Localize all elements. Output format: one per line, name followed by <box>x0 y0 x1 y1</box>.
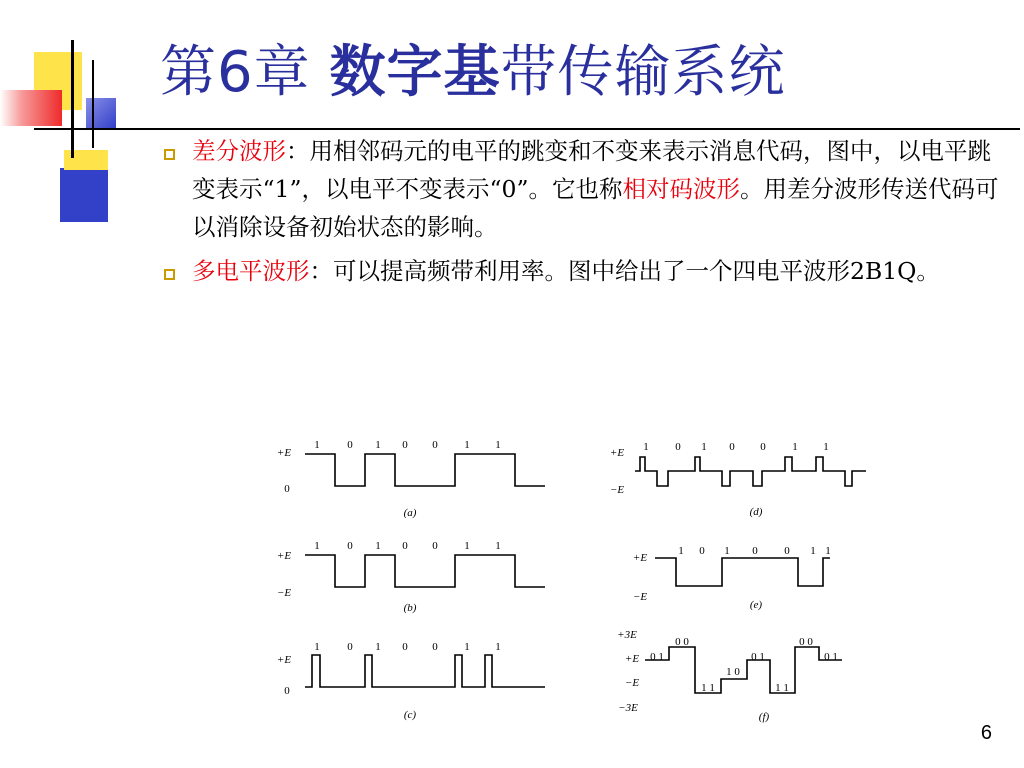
bullet-text: ：用相邻码元的电平的跳变和不变来表示消息代码，图中，以电平跳变表示“1”，以电平不变表示“0”。它也称 <box>192 137 991 203</box>
bullet-term: 多电平波形 <box>192 257 310 285</box>
bit-group-label: 0 1 <box>751 651 765 663</box>
waveform-a <box>305 454 545 486</box>
deco-vertical-line-2 <box>92 60 94 148</box>
bit-label: 1 <box>810 545 816 557</box>
bullet-term: 差分波形 <box>192 137 286 165</box>
bit-group-label: 1 0 <box>726 666 740 678</box>
level-label: −E <box>609 484 625 496</box>
bits-b <box>314 540 501 552</box>
bit-label: 0 <box>402 540 408 552</box>
bit-label: 1 <box>314 439 320 451</box>
level-label: +3E <box>617 629 637 641</box>
bit-group-label: 1 1 <box>775 682 789 694</box>
panel-caption: (a) <box>403 507 417 519</box>
bit-label: 0 <box>402 641 408 653</box>
waveform-figure <box>260 428 880 728</box>
bit-group-label: 0 0 <box>799 636 813 648</box>
bit-label: 1 <box>314 540 320 552</box>
panel-caption: (e) <box>749 599 763 611</box>
bit-label: 0 <box>729 441 735 453</box>
bit-label: 1 <box>825 545 831 557</box>
waveform-c <box>305 655 545 687</box>
waveform-f <box>645 647 842 693</box>
title-bold-part: 数字基 <box>329 40 501 105</box>
bit-label: 1 <box>314 641 320 653</box>
bit-label: 1 <box>375 540 381 552</box>
panel-caption: (d) <box>749 506 763 518</box>
title-rest: 带传输系统 <box>500 40 786 105</box>
level-label: +E <box>276 550 292 562</box>
deco-horizontal-line <box>34 128 1020 130</box>
bullet-marker-icon <box>164 269 175 280</box>
bit-group-label: 0 0 <box>675 636 689 648</box>
deco-blue-square-small <box>86 98 116 128</box>
bit-group-label: 1 1 <box>701 682 715 694</box>
bit-label: 0 <box>432 540 438 552</box>
deco-red-bar <box>0 90 62 126</box>
deco-vertical-line <box>71 40 74 158</box>
level-label: −E <box>276 587 292 599</box>
level-label: −3E <box>618 702 638 714</box>
bullet-differential <box>162 132 1012 246</box>
bit-label: 0 <box>699 545 705 557</box>
bullet-marker-icon <box>164 149 175 160</box>
panel-caption: (b) <box>403 602 417 614</box>
bit-label: 0 <box>347 439 353 451</box>
deco-blue-square <box>60 168 108 222</box>
page-number: 6 <box>980 722 992 744</box>
bullet-term-2: 相对码波形 <box>622 175 740 203</box>
bit-label: 1 <box>375 439 381 451</box>
bit-label: 0 <box>432 439 438 451</box>
bit-label: 1 <box>823 441 829 453</box>
bit-label: 1 <box>724 545 730 557</box>
bullet-text: ：可以提高频带利用率。图中给出了一个四电平波形2B1Q。 <box>309 257 940 285</box>
bit-label: 0 <box>760 441 766 453</box>
bit-label: 1 <box>375 641 381 653</box>
bit-group-label: 0 1 <box>824 651 838 663</box>
bullet-list <box>162 132 1012 296</box>
bit-group-label: 0 1 <box>650 651 664 663</box>
level-label: −E <box>632 591 648 603</box>
level-label: +E <box>609 447 625 459</box>
bit-label: 1 <box>495 540 501 552</box>
bit-label: 0 <box>432 641 438 653</box>
bit-label: 1 <box>701 441 707 453</box>
bit-label: 0 <box>675 441 681 453</box>
bits-c <box>314 641 501 653</box>
bits-f <box>650 636 838 694</box>
panel-caption: (c) <box>403 709 417 721</box>
waveform-d <box>635 457 866 486</box>
bit-label: 0 <box>402 439 408 451</box>
bits-a <box>314 439 501 451</box>
bit-label: 1 <box>495 439 501 451</box>
bit-label: 1 <box>464 439 470 451</box>
bits-e <box>678 545 831 557</box>
bit-label: 1 <box>464 641 470 653</box>
level-label: −E <box>624 677 640 689</box>
bit-label: 1 <box>464 540 470 552</box>
bit-label: 0 <box>752 545 758 557</box>
waveform-b <box>305 555 545 587</box>
bit-label: 1 <box>678 545 684 557</box>
level-label: +E <box>276 654 292 666</box>
slide-title <box>160 28 785 108</box>
bit-label: 1 <box>792 441 798 453</box>
bullet-text-2: 。用差分波形传送代码可以消除设备初始状态的影响。 <box>192 175 999 241</box>
bits-d <box>643 441 829 453</box>
bit-label: 0 <box>347 540 353 552</box>
title-chapter: 第6章 <box>160 40 330 105</box>
level-label: +E <box>632 552 648 564</box>
waveform-e <box>655 558 830 586</box>
level-label: +E <box>624 653 640 665</box>
level-label: 0 <box>284 483 290 495</box>
panel-caption: (f) <box>758 711 770 723</box>
bullet-multilevel <box>162 252 1012 290</box>
bit-label: 1 <box>643 441 649 453</box>
bit-label: 0 <box>347 641 353 653</box>
level-label: 0 <box>284 685 290 697</box>
bit-label: 0 <box>784 545 790 557</box>
bit-label: 1 <box>495 641 501 653</box>
level-label: +E <box>276 447 292 459</box>
